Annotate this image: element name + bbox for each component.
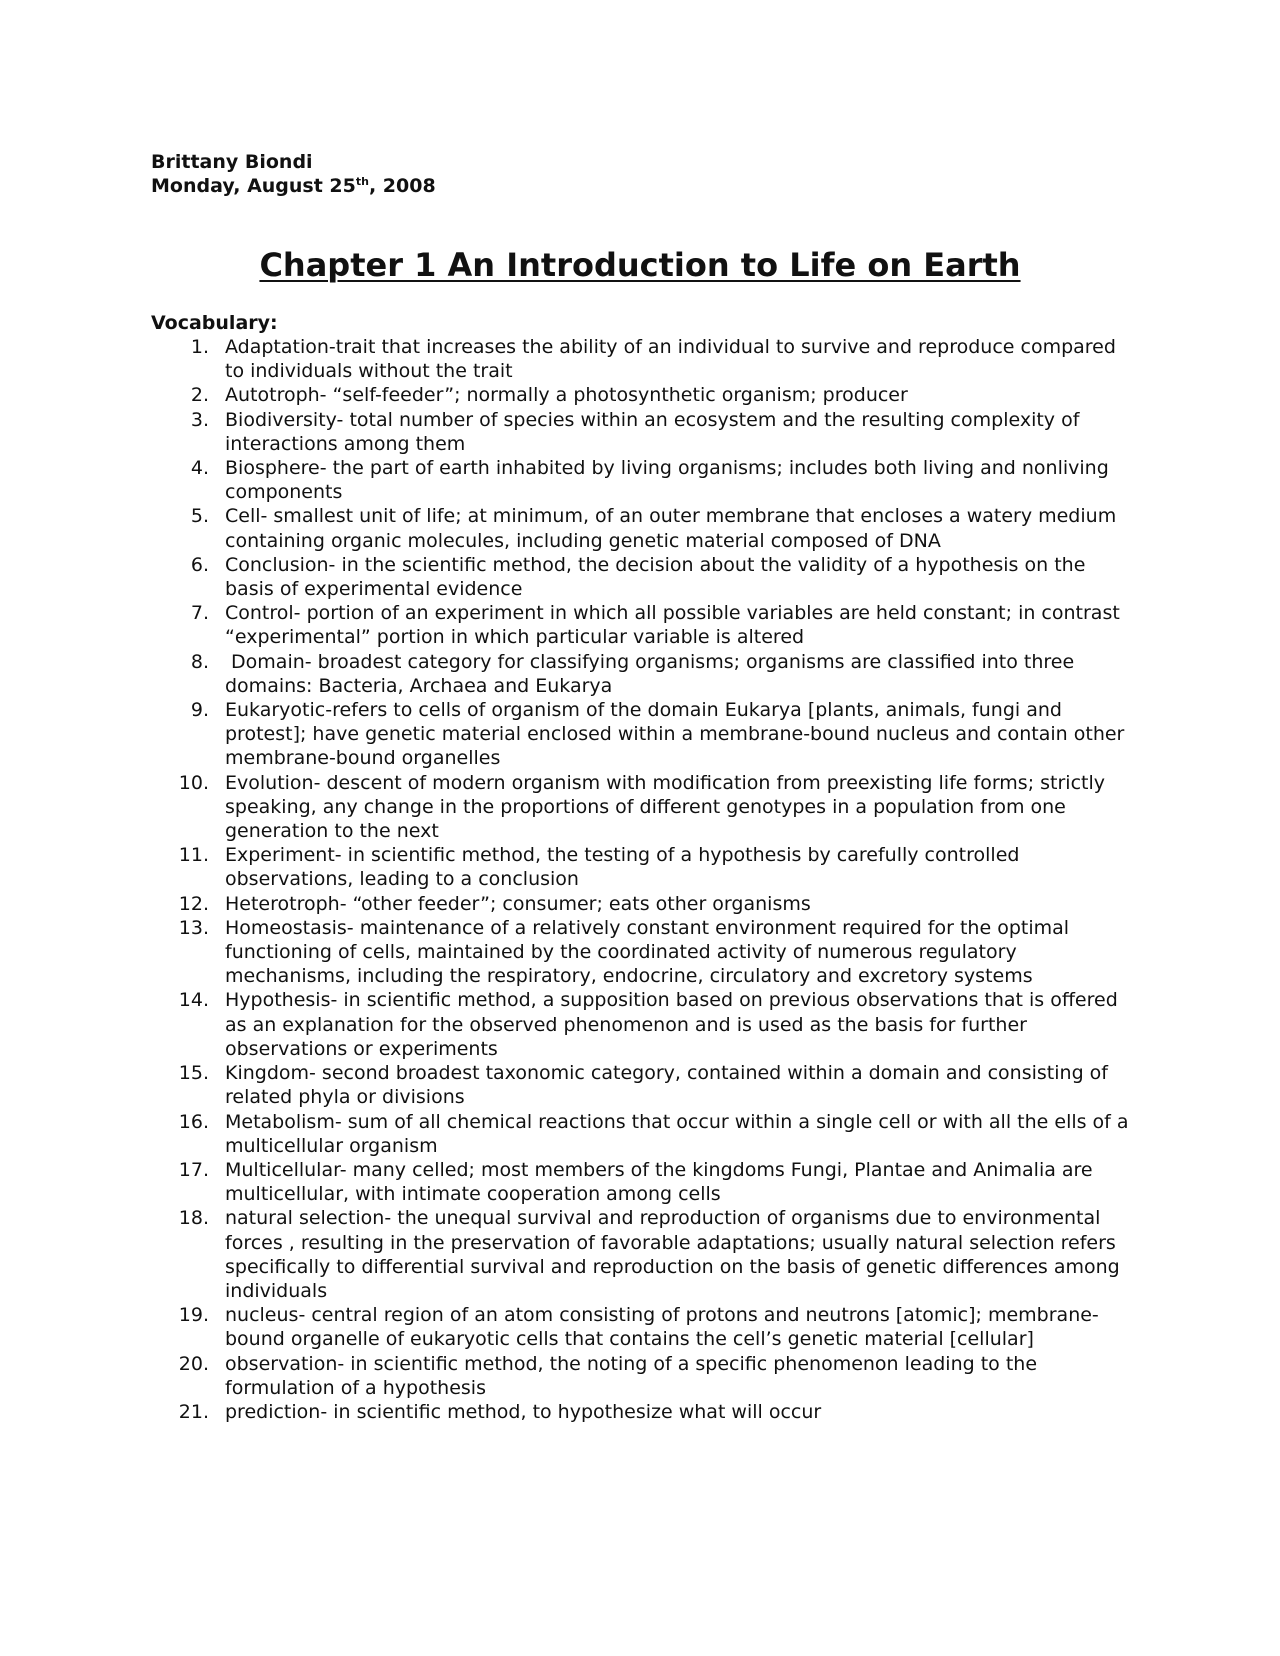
item-number: 2. xyxy=(190,384,209,407)
list-item xyxy=(151,601,1131,649)
date-ordinal-suffix: th xyxy=(355,175,369,188)
item-number: 4. xyxy=(190,457,209,480)
item-text: Cell- smallest unit of life; at minimum, of an outer membrane that encloses a watery medium containing organic molecules, including genetic material composed of DNA xyxy=(225,505,1117,552)
item-number: 17. xyxy=(178,1158,209,1181)
item-number: 13. xyxy=(178,916,209,939)
item-text: Homeostasis- maintenance of a relatively constant environment required for the optimal functioning of cells, maintained by the coordinated activity of numerous regulatory mechanisms, including the respiratory, endocrine, circulatory and excretory systems xyxy=(225,916,1070,988)
date-suffix: , 2008 xyxy=(368,175,436,197)
item-text: Metabolism- sum of all chemical reactions that occur within a single cell or with all the ells of a multicellular organism xyxy=(225,1110,1129,1157)
item-text: Control- portion of an experiment in which all possible variables are held constant; in contrast “experimental” portion in which particular variable is altered xyxy=(225,602,1120,649)
vocabulary-heading: Vocabulary: xyxy=(151,312,278,334)
item-text: Experiment- in scientific method, the testing of a hypothesis by carefully controlled observations, leading to a conclusion xyxy=(225,844,1020,891)
list-item xyxy=(151,383,1131,407)
document-date xyxy=(151,174,436,198)
item-number: 1. xyxy=(190,336,209,358)
list-item xyxy=(151,335,1131,383)
item-text: Multicellular- many celled; most members of the kingdoms Fungi, Plantae and Animalia are multicellular, with intimate cooperation among cells xyxy=(225,1158,1093,1206)
item-number: 6. xyxy=(190,553,209,576)
list-item xyxy=(151,843,1131,891)
document-header xyxy=(151,150,436,198)
item-number: 14. xyxy=(178,989,209,1012)
item-text: Kingdom- second broadest taxonomic category, contained within a domain and consisting of related phyla or divisions xyxy=(225,1062,1108,1109)
list-item xyxy=(151,1206,1131,1303)
item-text: Heterotroph- “other feeder”; consumer; eats other organisms xyxy=(225,892,811,915)
item-text: Biosphere- the part of earth inhabited by living organisms; includes both living and nonliving components xyxy=(225,457,1109,504)
item-text: Eukaryotic-refers to cells of organism of the domain Eukarya [plants, animals, fungi and protest]; have genetic material enclosed within a membrane-bound nucleus and contain other membrane-bound organelles xyxy=(225,699,1125,770)
item-number: 16. xyxy=(178,1110,209,1133)
item-text: Conclusion- in the scientific method, the decision about the validity of a hypothesis on the basis of experimental evidence xyxy=(225,553,1086,601)
item-text: Autotroph- “self-feeder”; normally a photosynthetic organism; producer xyxy=(225,384,908,407)
item-number: 18. xyxy=(178,1207,209,1230)
item-text: nucleus- central region of an atom consisting of protons and neutrons [atomic]; membrane-bound organelle of eukaryotic cells that contains the cell’s genetic material [cellular] xyxy=(225,1304,1099,1351)
item-number: 12. xyxy=(178,892,209,915)
item-number: 10. xyxy=(178,771,209,794)
list-item xyxy=(151,916,1131,989)
list-item xyxy=(151,456,1131,504)
vocabulary-list xyxy=(151,335,1131,1424)
item-text: Biodiversity- total number of species within an ecosystem and the resulting complexity of interactions among them xyxy=(225,408,1080,455)
item-text: Domain- broadest category for classifying organisms; organisms are classified into three domains: Bacteria, Archaea and Eukarya xyxy=(225,650,1081,697)
item-number: 20. xyxy=(178,1352,209,1375)
list-item xyxy=(151,892,1131,916)
chapter-title: Chapter 1 An Introduction to Life on Earth xyxy=(259,246,1021,284)
list-item xyxy=(151,1110,1131,1158)
item-text: observation- in scientific method, the noting of a specific phenomenon leading to the formulation of a hypothesis xyxy=(225,1352,1038,1399)
list-item xyxy=(151,650,1131,698)
author-name: Brittany Biondi xyxy=(151,151,313,173)
item-number: 9. xyxy=(190,699,209,722)
list-item xyxy=(151,1352,1131,1400)
item-text: Hypothesis- in scientific method, a supposition based on previous observations that is offered as an explanation for the observed phenomenon and is used as the basis for further observations or experiments xyxy=(225,989,1118,1060)
list-item xyxy=(151,504,1131,552)
item-text: Evolution- descent of modern organism with modification from preexisting life forms; strictly speaking, any change in the proportions of different genotypes in a population from one generation to the next xyxy=(225,771,1106,843)
item-number: 19. xyxy=(178,1304,209,1327)
list-item xyxy=(151,553,1131,601)
item-number: 3. xyxy=(190,408,209,431)
item-number: 8. xyxy=(190,650,209,673)
list-item xyxy=(151,698,1131,771)
item-number: 7. xyxy=(190,602,209,625)
item-number: 21. xyxy=(178,1400,209,1423)
list-item xyxy=(151,1303,1131,1351)
item-text: Adaptation-trait that increases the ability of an individual to survive and reproduce compared to individuals without the trait xyxy=(225,336,1116,383)
list-item xyxy=(151,1158,1131,1206)
item-text: prediction- in scientific method, to hypothesize what will occur xyxy=(225,1400,822,1423)
list-item xyxy=(151,1061,1131,1109)
date-prefix: Monday, August 25 xyxy=(151,175,356,197)
list-item xyxy=(151,771,1131,844)
list-item xyxy=(151,988,1131,1061)
item-number: 11. xyxy=(178,844,209,867)
item-text: natural selection- the unequal survival and reproduction of organisms due to environmental forces , resulting in the preservation of favorable adaptations; usually natural selection refers specifically to differential survival and reproduction on the basis of genetic differences among individuals xyxy=(225,1207,1120,1302)
item-number: 15. xyxy=(178,1062,209,1085)
list-item xyxy=(151,1400,1131,1424)
item-number: 5. xyxy=(190,505,209,528)
list-item xyxy=(151,408,1131,456)
